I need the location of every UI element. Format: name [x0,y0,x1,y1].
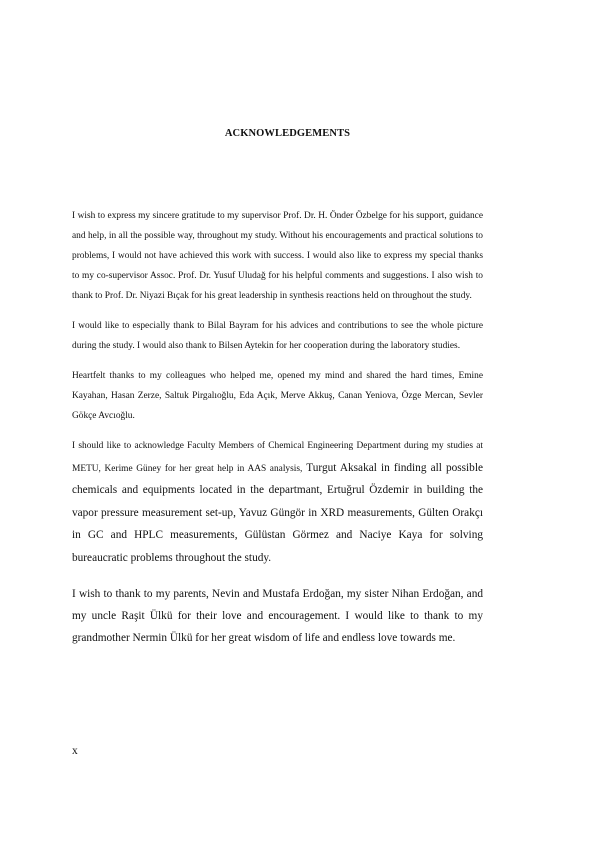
page-title: ACKNOWLEDGEMENTS [224,128,351,139]
paragraph-supervisors: I wish to express my sincere gratitude to my supervisor Prof. Dr. H. Önder Özbelge for his support, guidance and help, in all the possible way, throughout my study. Without his encouragements and practical solutions to problems, I would not have achieved this work with success. I would also like to express my special thanks to my co-supervisor Assoc. Prof. Dr. Yusuf Uludağ for his helpful comments and suggestions. I also wish to thank to Prof. Dr. Niyazi Bıçak for his great leadership in synthesis reactions held on throughout the study. [72,211,483,301]
paragraph-colleagues: Heartfelt thanks to my colleagues who helped me, opened my mind and shared the hard times, Emine Kayahan, Hasan Zerze, Saltuk Pirgalıoğlu, Eda Açık, Merve Akkuş, Canan Yeniova, Özge Mercan, Sevler Gökçe Avcıoğlu. [72,371,483,421]
page-number: x [72,745,78,757]
paragraph-faculty-part-b: Turgut Aksakal in finding all possible chemicals and equipments located in the departmant, Ertuğrul Özdemir in building the vapor pressure measurement set-up, Yavuz Güngör in XRD measurements, Gülten Orakçı in GC and HPLC measurements, Gülüstan Görmez and Naciye Kaya for solving bureaucratic problems throughout the study. [72,461,483,564]
paragraph-contributors: I would like to especially thank to Bilal Bayram for his advices and contributions to see the whole picture during the study. I would also thank to Bilsen Aytekin for her cooperation during the laboratory studies. [72,321,483,351]
paragraph-family: I wish to thank to my parents, Nevin and Mustafa Erdoğan, my sister Nihan Erdoğan, and my uncle Raşit Ülkü for their love and encouragement. I would like to thank to my grandmother Nermin Ülkü for her great wisdom of life and endless love towards me. [72,587,483,644]
paragraph-faculty-part-a: I should like to acknowledge Faculty Members of Chemical Engineering Department during my studies at METU, Kerime Güney for her great help in AAS analysis, [72,441,483,474]
acknowledgements-body [72,206,483,659]
paragraph-faculty [72,436,483,571]
